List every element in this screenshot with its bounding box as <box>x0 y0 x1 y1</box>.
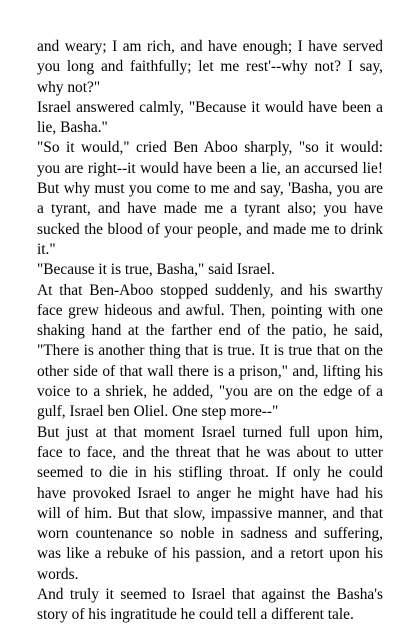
paragraph: "So it would," cried Ben Aboo sharply, "so it would: you are right--it would have been a lie, an accursed lie! But why must you come to me and say, 'Basha, you are a tyrant, and have made me a tyrant also; you have sucked the blood of your people, and made me to drink it." <box>37 139 383 258</box>
paragraph: At that Ben-Aboo stopped suddenly, and his swarthy face grew hideous and awful. Then, pointing with one shaking hand at the farther end of the patio, he said, "There is another thing that is true. It is true that on the other side of that wall there is a prison," and, lifting his voice to a shriek, he added, "you are on the edge of a gulf, Israel ben Oliel. One step more--" <box>37 281 383 421</box>
body-text <box>37 37 383 626</box>
paragraph: But just at that moment Israel turned full upon him, face to face, and the threat that he was about to utter seemed to die in his stifling throat. If only he could have provoked Israel to anger he might have had his will of him. But that slow, impassive manner, and that worn countenance so noble in sadness and suffering, was like a rebuke of his passion, and a retort upon his words. <box>37 423 383 583</box>
paragraph: Israel answered calmly, "Because it would have been a lie, Basha." <box>37 98 383 137</box>
paragraph: "Because it is true, Basha," said Israel. <box>37 261 275 279</box>
paragraph: And truly it seemed to Israel that against the Basha's story of his ingratitude he could tell a different tale. <box>37 586 383 624</box>
paragraph: and weary; I am rich, and have enough; I have served you long and faithfully; let me rest'--why not? I say, why not?" <box>37 38 383 96</box>
